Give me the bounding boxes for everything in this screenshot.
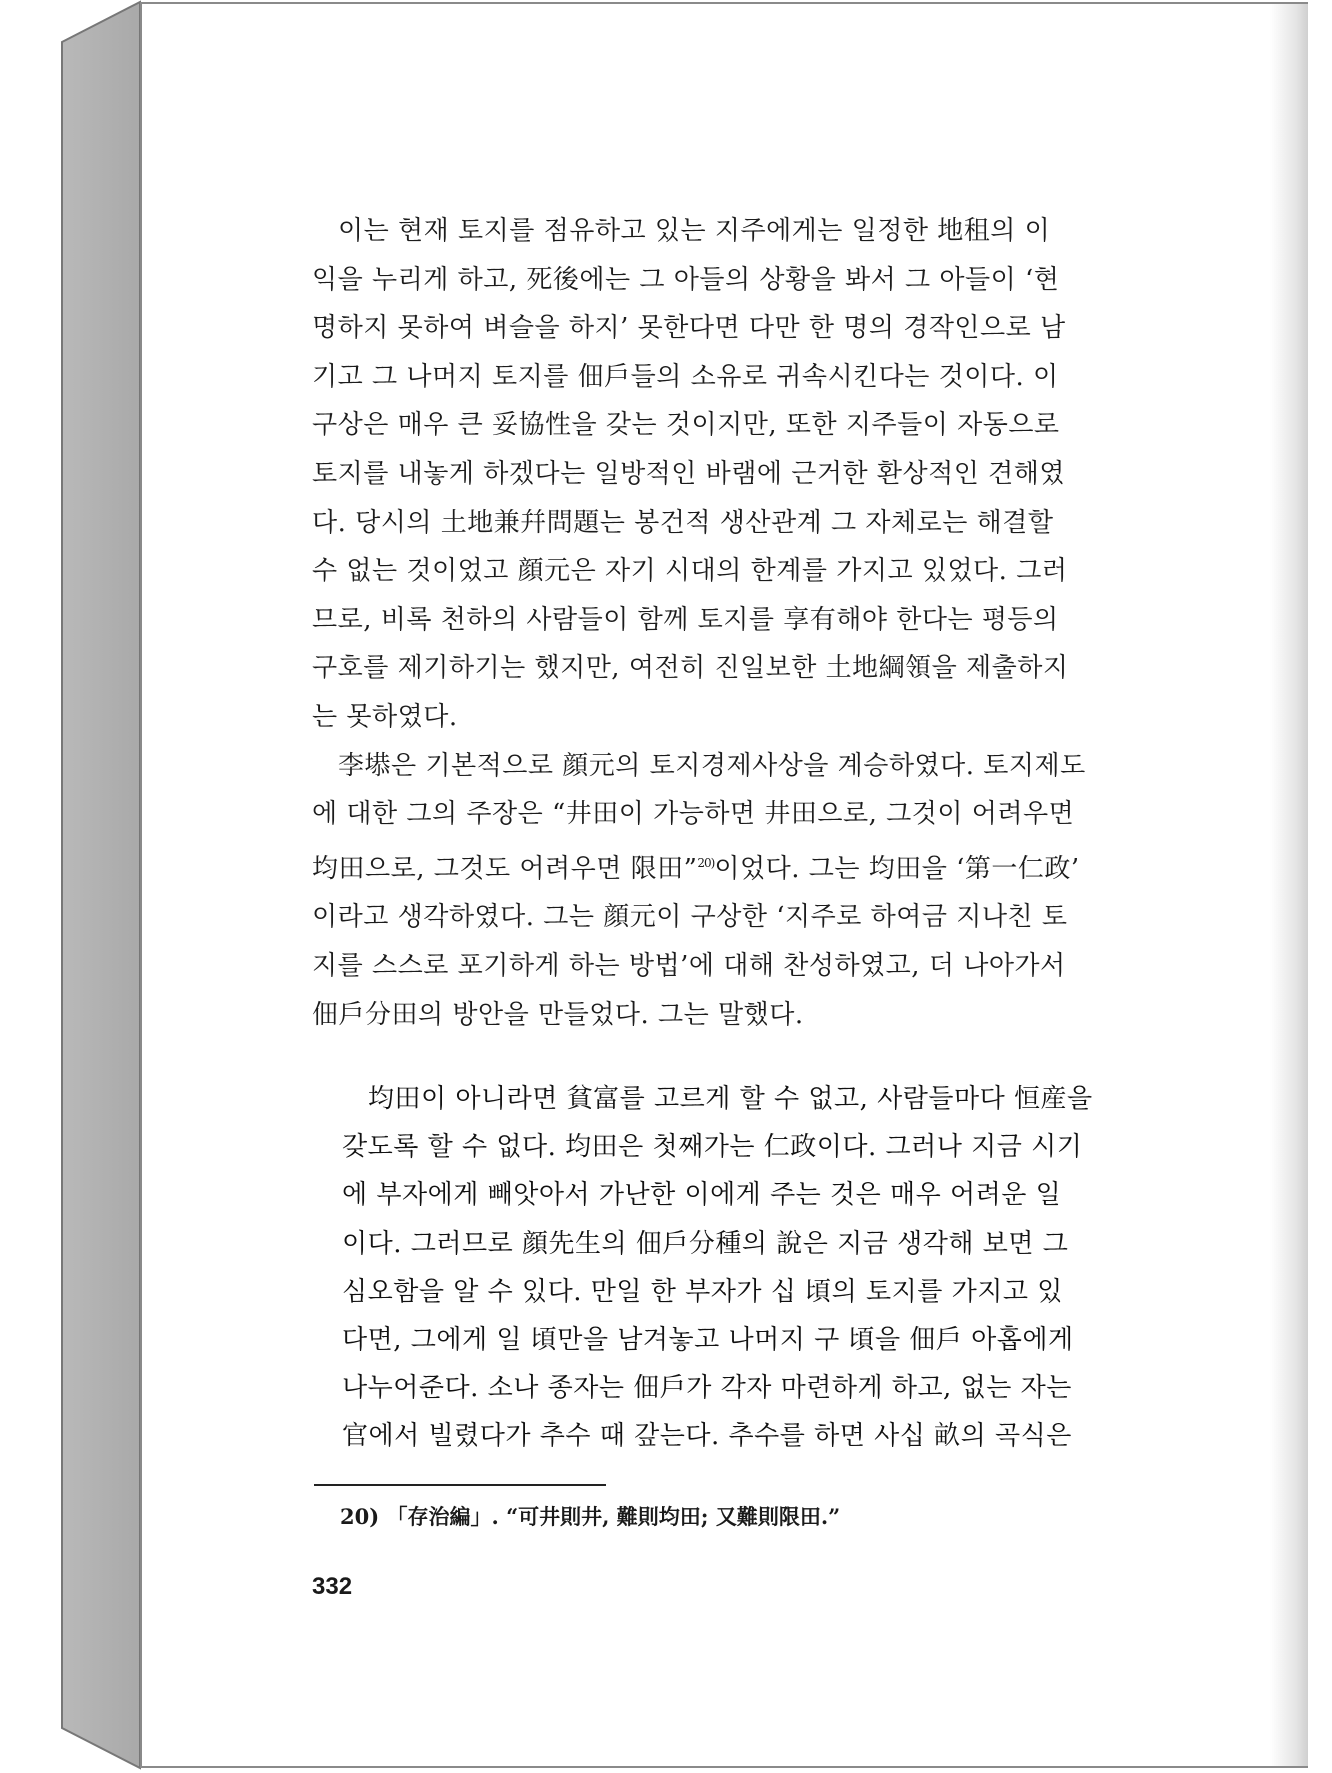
page-number: 332: [312, 1573, 353, 1600]
text-line: 기고 그 나머지 토지를 佃戶들의 소유로 귀속시킨다는 것이다. 이: [312, 361, 1059, 392]
text-line: 명하지 못하여 벼슬을 하지’ 못한다면 다만 한 명의 경작인으로 남: [312, 313, 1066, 344]
text-line: 이라고 생각하였다. 그는 顔元이 구상한 ‘지주로 하여금 지나친 토: [312, 902, 1068, 933]
text-line: 구호를 제기하기는 했지만, 여전히 진일보한 土地綱領을 제출하지: [312, 653, 1069, 684]
text-line: 므로, 비록 천하의 사람들이 함께 토지를 享有해야 한다는 평등의: [312, 604, 1059, 635]
text-line: 익을 누리게 하고, 死後에는 그 아들의 상황을 봐서 그 아들이 ‘현: [312, 264, 1060, 295]
text-line: 에 대한 그의 주장은 “井田이 가능하면 井田으로, 그것이 어려우면: [312, 799, 1075, 830]
book-page: [140, 2, 1308, 1768]
text-span: 均田으로, 그것도 어려우면 限田”: [312, 853, 698, 884]
page-edge-shadow: [1270, 4, 1308, 1766]
footnote-20: 20) 「存治編」. “可井則井, 難則均田; 又難則限田.”: [340, 1504, 841, 1529]
text-line: 구상은 매우 큰 妥協性을 갖는 것이지만, 또한 지주들이 자동으로: [312, 410, 1060, 441]
body-paragraph-1: [312, 207, 1086, 1039]
text-span: 이었다. 그는 均田을 ‘第一仁政’: [714, 853, 1080, 884]
text-line: [312, 839, 1080, 894]
block-quote: [342, 1075, 1093, 1461]
quote-line: 심오함을 알 수 있다. 만일 한 부자가 십 頃의 토지를 가지고 있: [342, 1276, 1063, 1307]
text-line: 이는 현재 토지를 점유하고 있는 지주에게는 일정한 地租의 이: [338, 216, 1051, 246]
footnote-reference[interactable]: 20): [697, 855, 715, 870]
quote-line: 갖도록 할 수 없다. 均田은 첫째가는 仁政이다. 그러나 지금 시기: [342, 1132, 1083, 1163]
quote-line: 에 부자에게 빼앗아서 가난한 이에게 주는 것은 매우 어려운 일: [342, 1180, 1062, 1211]
quote-line: 다면, 그에게 일 頃만을 남겨놓고 나머지 구 頃을 佃戶 아홉에게: [342, 1325, 1074, 1356]
text-line: 토지를 내놓게 하겠다는 일방적인 바램에 근거한 환상적인 견해였: [312, 458, 1065, 489]
quote-line: 나누어준다. 소나 종자는 佃戶가 각자 마련하게 하고, 없는 자는: [342, 1373, 1072, 1404]
text-line: 수 없는 것이었고 顔元은 자기 시대의 한계를 가지고 있었다. 그러: [312, 556, 1068, 587]
text-line: 는 못하였다.: [312, 701, 458, 732]
footnote-divider: [314, 1484, 606, 1486]
text-line: 다. 당시의 土地兼幷問題는 봉건적 생산관계 그 자체로는 해결할: [312, 507, 1054, 538]
text-line: 지를 스스로 포기하게 하는 방법’에 대해 찬성하였고, 더 나아가서: [312, 950, 1066, 981]
quote-line: 이다. 그러므로 顔先生의 佃戶分種의 說은 지금 생각해 보면 그: [342, 1228, 1069, 1259]
text-line: 李塨은 기본적으로 顔元의 토지경제사상을 계승하였다. 토지제도: [338, 750, 1086, 781]
quote-line: 均田이 아니라면 貧富를 고르게 할 수 없고, 사람들마다 恒産을: [368, 1084, 1093, 1114]
quote-line: 官에서 빌렸다가 추수 때 갚는다. 추수를 하면 사십 畝의 곡식은: [342, 1421, 1072, 1452]
text-line: 佃戶分田의 방안을 만들었다. 그는 말했다.: [312, 999, 804, 1030]
